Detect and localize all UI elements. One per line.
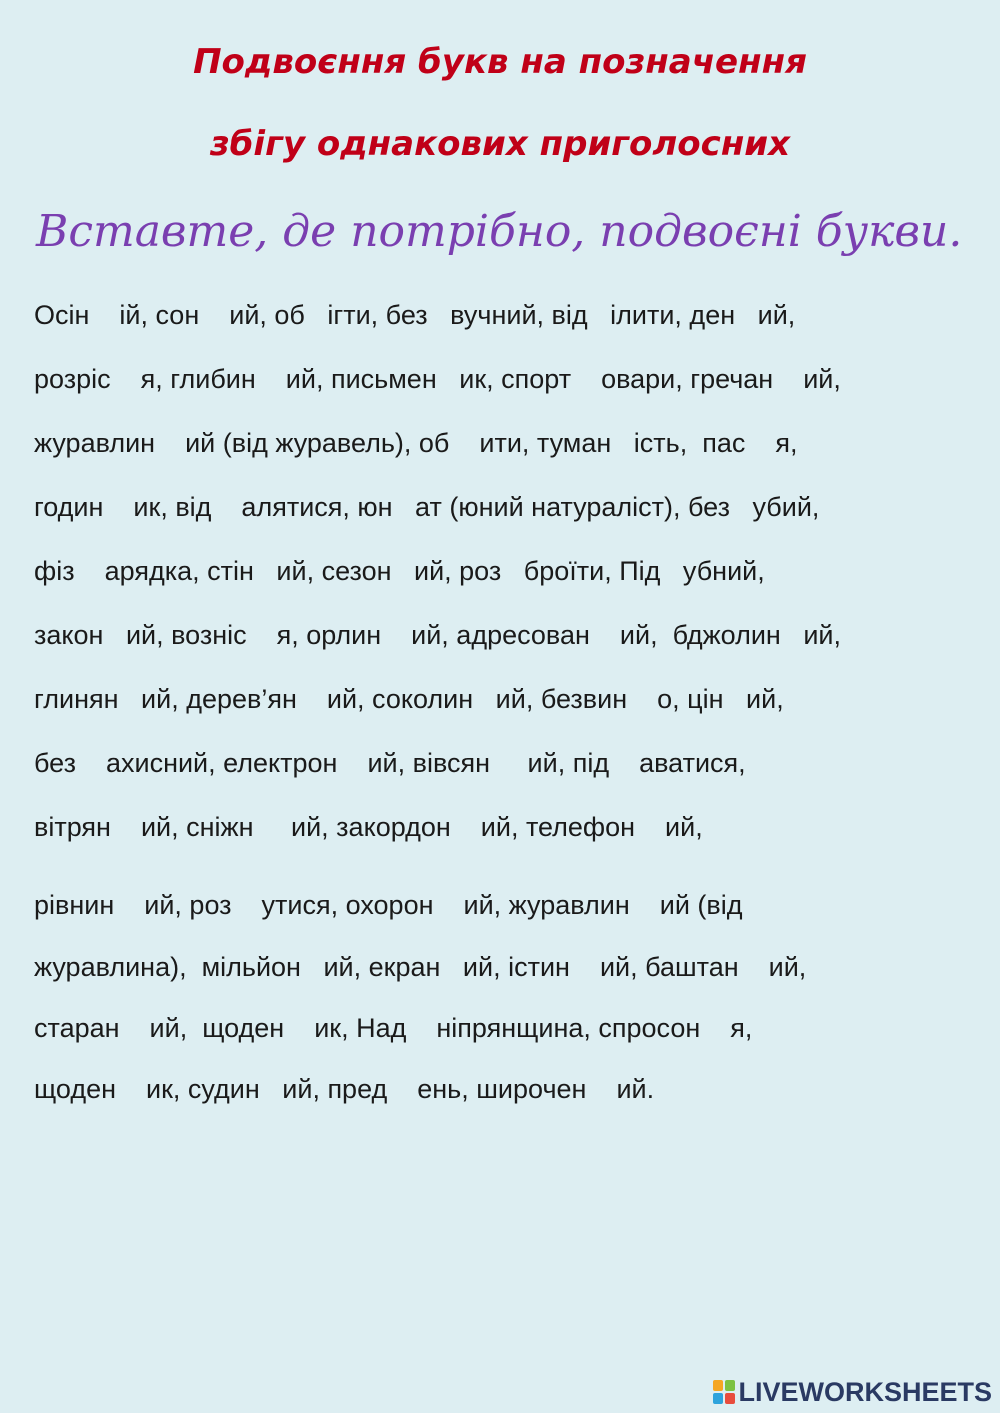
exercise-line-5: фіз арядка, стін ий, сезон ий, роз броїти, Під убний, [34,556,765,586]
logo-text: LIVEWORKSHEETS [738,1376,992,1407]
exercise-line-11: журавлина), мільйон ий, екран ий, істин ий, баштан ий, [34,952,807,982]
page-title-line-2: збігу однакових приголосних [209,124,791,164]
exercise-instruction: Вставте, де потрібно, подвоєні букви. [36,206,963,257]
exercise-line-9: вітрян ий, сніжн ий, закордон ий, телефон ий, [34,812,703,842]
exercise-line-13: щоден ик, судин ий, пред ень, широчен ий. [34,1074,655,1104]
exercise-line-1: Осін ій, сон ий, об ігти, без вучний, від ілити, ден ий, [34,300,796,330]
exercise-line-6: закон ий, вознiс я, орлин ий, адресован ий, бджолин ий, [34,620,841,650]
exercise-line-2: розріс я, глибин ий, письмен ик, спорт овари, гречан ий, [34,364,841,394]
exercise-line-7: глинян ий, дерев’ян ий, соколин ий, безвин о, цін ий, [34,684,784,714]
liveworksheets-logo[interactable] [713,1374,992,1410]
exercise-line-8: без ахисний, електрон ий, вівсян ий, під аватися, [34,748,746,778]
exercise-line-4: годин ик, від алятися, юн ат (юний натураліст), без убий, [34,492,820,522]
exercise-line-3: журавлин ий (від журавель), об ити, туман ість, пас я, [34,428,798,458]
liveworksheets-logo-icon [713,1380,735,1404]
exercise-line-12: старан ий, щоден ик, Над ніпрянщина, спросон я, [34,1013,753,1043]
page-title-line-1: Подвоєння букв на позначення [193,42,807,82]
exercise-line-10: рівнин ий, роз утися, охорон ий, журавлин ий (від [34,890,743,920]
